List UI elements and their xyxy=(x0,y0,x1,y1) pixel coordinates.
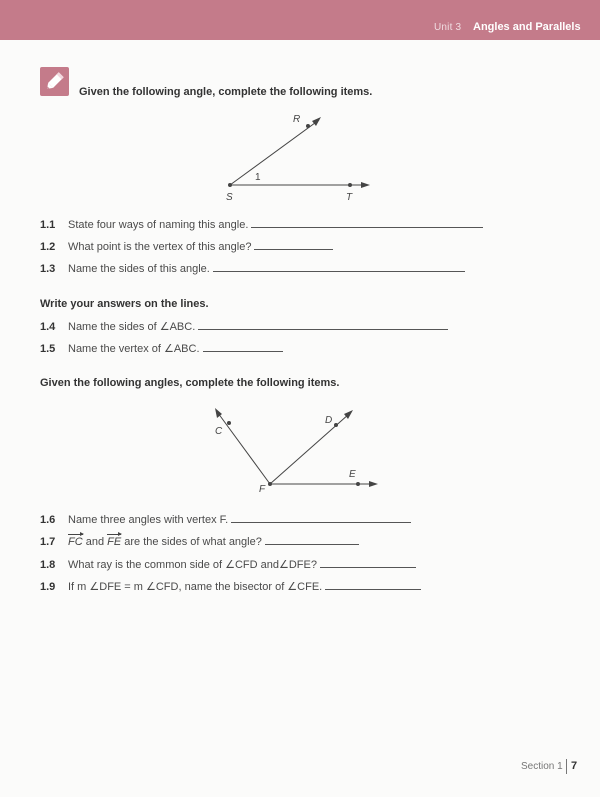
label-s: S xyxy=(226,192,233,203)
answer-line[interactable] xyxy=(320,566,416,568)
question-text: If m ∠DFE = m ∠CFD, name the bisector of ∠CFE. xyxy=(68,581,323,593)
question-text: What point is the vertex of this angle? xyxy=(68,241,252,253)
label-f: F xyxy=(259,484,266,495)
vertex-s-point xyxy=(228,183,232,187)
question-text: Name the sides of ∠ABC. xyxy=(68,321,196,333)
footer-section-label: Section 1 xyxy=(521,761,563,772)
question-number: 1.6 xyxy=(40,514,56,526)
question-text: Name the vertex of ∠ABC. xyxy=(68,343,200,355)
question-number: 1.7 xyxy=(40,536,56,548)
question-text: Name three angles with vertex F. xyxy=(68,514,229,526)
label-t: T xyxy=(346,192,353,203)
question-number: 1.1 xyxy=(40,219,56,231)
question-1-9 xyxy=(40,580,421,593)
question-number: 1.9 xyxy=(40,581,56,593)
ray-fc: FC xyxy=(68,536,83,548)
answer-line[interactable] xyxy=(251,226,483,228)
question-1-8 xyxy=(40,558,416,571)
answer-line[interactable] xyxy=(325,588,421,590)
angles-cfd-figure xyxy=(205,403,385,498)
ray-fe: FE xyxy=(107,536,122,548)
answer-line[interactable] xyxy=(203,350,283,352)
angle-rst-figure xyxy=(215,105,385,205)
point-c xyxy=(227,421,231,425)
question-number: 1.8 xyxy=(40,559,56,571)
label-d: D xyxy=(325,415,333,426)
point-r xyxy=(306,124,310,128)
question-text-connector: and xyxy=(82,536,108,548)
label-angle-1: 1 xyxy=(255,172,261,183)
answer-line[interactable] xyxy=(254,248,333,250)
footer-divider xyxy=(566,759,567,774)
label-c: C xyxy=(215,426,223,437)
answer-line[interactable] xyxy=(231,521,411,523)
vertex-f-point xyxy=(268,482,272,486)
question-1-4 xyxy=(40,320,448,333)
answer-line[interactable] xyxy=(265,543,359,545)
question-text: What ray is the common side of ∠CFD and∠DFE? xyxy=(68,559,317,571)
label-e: E xyxy=(349,469,356,480)
section-1-heading: Given the following angle, complete the following items. xyxy=(79,86,373,98)
question-1-3 xyxy=(40,263,465,275)
question-text: State four ways of naming this angle. xyxy=(68,219,249,231)
question-1-6 xyxy=(40,514,411,526)
pencil-icon xyxy=(40,67,69,96)
point-e xyxy=(356,482,360,486)
question-number: 1.4 xyxy=(40,321,56,333)
point-t xyxy=(348,183,352,187)
unit-label: Unit 3 xyxy=(434,22,462,33)
question-text: are the sides of what angle? xyxy=(121,536,262,548)
question-1-7 xyxy=(40,536,359,548)
question-1-1 xyxy=(40,219,483,231)
page-number: 7 xyxy=(571,760,578,772)
header-band xyxy=(0,0,600,40)
unit-title: Angles and Parallels xyxy=(473,21,581,33)
point-d xyxy=(334,423,338,427)
question-number: 1.3 xyxy=(40,263,56,275)
section-2-heading: Write your answers on the lines. xyxy=(40,298,209,310)
question-number: 1.5 xyxy=(40,343,56,355)
label-r: R xyxy=(293,114,301,125)
question-text: Name the sides of this angle. xyxy=(68,263,210,275)
question-number: 1.2 xyxy=(40,241,56,253)
answer-line[interactable] xyxy=(198,328,448,330)
question-1-5 xyxy=(40,342,283,355)
section-3-heading: Given the following angles, complete the following items. xyxy=(40,377,340,389)
question-1-2 xyxy=(40,241,333,253)
answer-line[interactable] xyxy=(213,270,465,272)
